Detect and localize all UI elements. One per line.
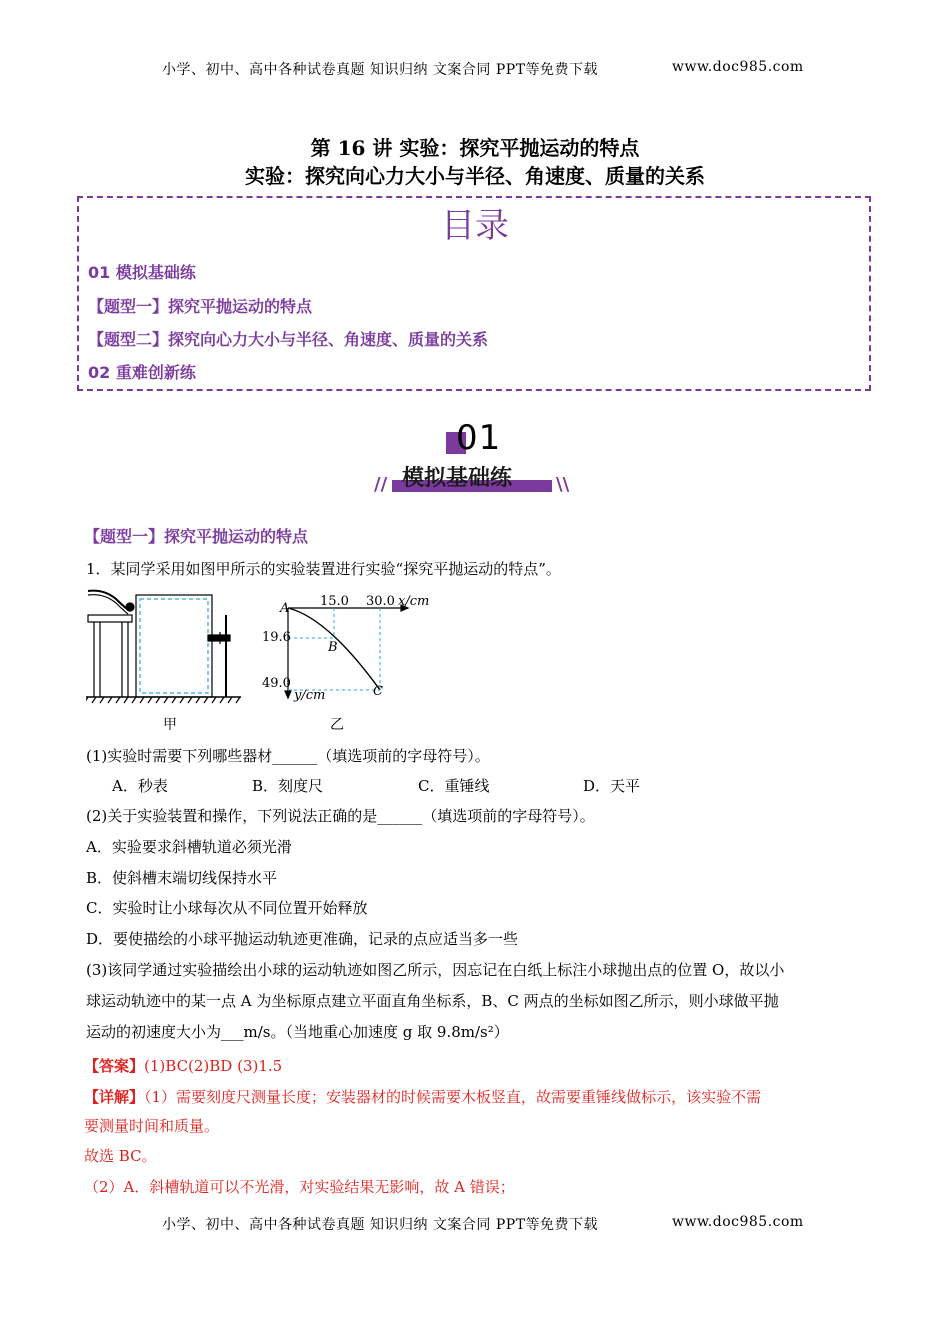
detail-label: 【详解】 bbox=[84, 1088, 145, 1106]
part2-option-a: A．实验要求斜槽轨道必须光滑 bbox=[86, 838, 292, 856]
part1-option-b: B．刻度尺 bbox=[252, 777, 324, 795]
graph-y-tick-49: 49.0 bbox=[262, 676, 291, 691]
part1-option-a: A．秒表 bbox=[112, 777, 168, 795]
title-line-2: 实验：探究向心力大小与半径、角速度、质量的关系 bbox=[245, 164, 705, 188]
detail-line-4: （2）A．斜槽轨道可以不光滑，对实验结果无影响，故 A 错误； bbox=[84, 1178, 515, 1196]
page-header-url[interactable]: www.doc985.com bbox=[672, 59, 804, 75]
section-title: 模拟基础练 bbox=[402, 466, 513, 491]
answer-label: 【答案】 bbox=[84, 1057, 145, 1075]
toc-item-3[interactable]: 【题型二】探究向心力大小与半径、角速度、质量的关系 bbox=[88, 330, 489, 349]
part1-text: (1)实验时需要下列哪些器材______（填选项前的字母符号）。 bbox=[86, 747, 490, 765]
figure-jia-label: 甲 bbox=[163, 717, 177, 733]
part2-text: (2)关于实验装置和操作，下列说法正确的是______（填选项前的字母符号）。 bbox=[86, 807, 595, 825]
figure-yi-label: 乙 bbox=[330, 717, 344, 733]
answer-block bbox=[84, 1055, 282, 1076]
graph-point-a: A bbox=[280, 601, 290, 616]
page-footer-left: 小学、初中、高中各种试卷真题 知识归纳 文案合同 PPT等免费下载 bbox=[162, 1217, 599, 1233]
toc-item-4[interactable]: 02 重难创新练 bbox=[88, 363, 196, 382]
page-footer-url[interactable]: www.doc985.com bbox=[672, 1214, 804, 1230]
detail-text-1: （1）需要刻度尺测量长度；安装器材的时候需要木板竖直，故需要重锤线做标示，该实验不需 bbox=[144, 1088, 762, 1106]
graph-y-tick-196: 19.6 bbox=[262, 630, 291, 645]
section-number: 01 bbox=[456, 418, 502, 458]
graph-y-axis-label: y/cm bbox=[294, 688, 326, 703]
topic-heading: 【题型一】探究平抛运动的特点 bbox=[84, 527, 309, 546]
toc-item-2[interactable]: 【题型一】探究平抛运动的特点 bbox=[88, 297, 313, 316]
graph-x-axis-label: x/cm bbox=[398, 594, 430, 609]
graph-x-tick-15: 15.0 bbox=[320, 594, 349, 609]
part2-option-d: D．要使描绘的小球平抛运动轨迹更准确，记录的点应适当多一些 bbox=[86, 930, 519, 948]
part1-option-c: C．重锤线 bbox=[418, 777, 490, 795]
question-stem: 1．某同学采用如图甲所示的实验装置进行实验“探究平抛运动的特点”。 bbox=[86, 560, 561, 578]
page-header-left: 小学、初中、高中各种试卷真题 知识归纳 文案合同 PPT等免费下载 bbox=[162, 62, 599, 78]
title-line-1: 第 16 讲 实验：探究平抛运动的特点 bbox=[310, 136, 640, 160]
toc-item-1[interactable]: 01 模拟基础练 bbox=[88, 263, 196, 282]
answer-text: (1)BC(2)BD (3)1.5 bbox=[144, 1057, 283, 1075]
apparatus-figure bbox=[86, 585, 246, 710]
detail-line-1 bbox=[84, 1086, 761, 1107]
banner-slash-right: \\ bbox=[556, 474, 570, 495]
part2-option-c: C．实验时让小球每次从不同位置开始释放 bbox=[86, 899, 368, 917]
banner-slash-left: // bbox=[374, 474, 388, 495]
detail-line-3: 故选 BC。 bbox=[84, 1147, 157, 1165]
part2-option-b: B．使斜槽末端切线保持水平 bbox=[86, 869, 278, 887]
graph-point-b: B bbox=[328, 640, 338, 655]
toc-heading: 目录 bbox=[441, 206, 509, 246]
part1-option-d: D．天平 bbox=[583, 777, 641, 795]
graph-x-tick-30: 30.0 bbox=[366, 594, 395, 609]
part3-line-3: 运动的初速度大小为___m/s。（当地重心加速度 g 取 9.8m/s²） bbox=[86, 1023, 509, 1041]
detail-line-2: 要测量时间和质量。 bbox=[84, 1117, 220, 1135]
part3-line-1: (3)该同学通过实验描绘出小球的运动轨迹如图乙所示，因忘记在白纸上标注小球抛出点的位置 O，故以小 bbox=[86, 961, 785, 979]
graph-point-c: C bbox=[373, 684, 383, 699]
part3-line-2: 球运动轨迹中的某一点 A 为坐标原点建立平面直角坐标系，B、C 两点的坐标如图乙所示，则小球做平抛 bbox=[86, 992, 779, 1010]
